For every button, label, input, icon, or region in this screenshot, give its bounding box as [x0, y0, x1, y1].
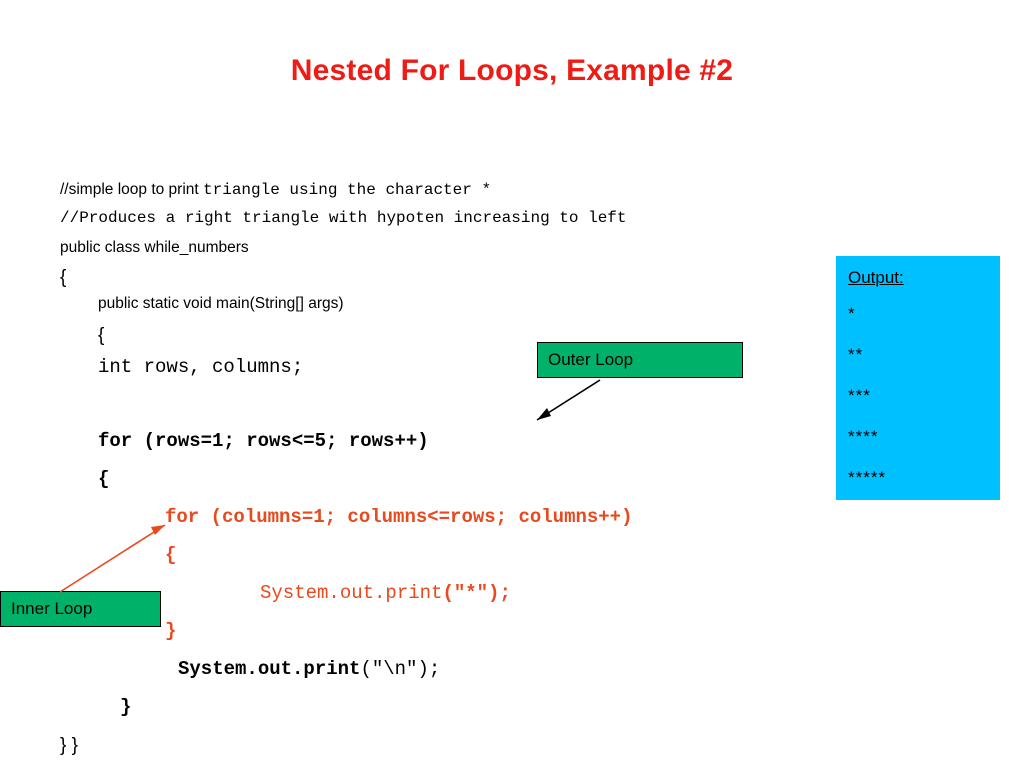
- code-line-9: {: [98, 468, 110, 490]
- code-line-15: }: [120, 696, 132, 718]
- code-line-14-arg: ("\n");: [360, 658, 441, 680]
- output-panel: [836, 256, 1000, 500]
- code-line-1-comment-a: //simple loop to print: [60, 181, 204, 198]
- output-row: ***: [848, 386, 871, 405]
- code-line-12-call: System.out.print: [260, 582, 443, 604]
- code-line-1-comment-b: triangle using the character *: [203, 181, 492, 199]
- code-line-8: for (rows=1; rows<=5; rows++): [98, 430, 429, 452]
- code-line-2: //Produces a right triangle with hypoten increasing to left: [60, 209, 627, 227]
- code-line-12-arg: ("*");: [442, 582, 511, 604]
- code-line-3: public class while_numbers: [60, 239, 249, 256]
- page-title: Nested For Loops, Example #2: [290, 54, 734, 87]
- output-row: *: [848, 304, 856, 323]
- code-line-1: [60, 182, 491, 198]
- inner-loop-arrow-icon: [60, 525, 165, 592]
- output-heading: Output:: [848, 268, 904, 287]
- code-line-6: {: [98, 325, 105, 346]
- code-line-13: }: [165, 620, 177, 642]
- code-line-16: } }: [60, 735, 78, 756]
- output-row: ****: [848, 427, 879, 446]
- code-line-14-call: System.out.print: [178, 658, 361, 680]
- output-row: *****: [848, 468, 887, 487]
- code-line-4: {: [60, 267, 67, 288]
- callout-outer-loop: Outer Loop: [537, 342, 743, 378]
- code-line-7: int rows, columns;: [98, 356, 304, 378]
- code-line-10: for (columns=1; columns<=rows; columns++): [165, 506, 633, 528]
- code-line-12: [260, 584, 511, 603]
- code-line-14: [178, 660, 440, 679]
- callout-inner-loop: Inner Loop: [0, 591, 161, 627]
- code-line-11: {: [165, 544, 177, 566]
- outer-loop-arrow-icon: [537, 380, 600, 420]
- output-row: **: [848, 345, 864, 364]
- code-line-5: public static void main(String[] args): [98, 295, 344, 312]
